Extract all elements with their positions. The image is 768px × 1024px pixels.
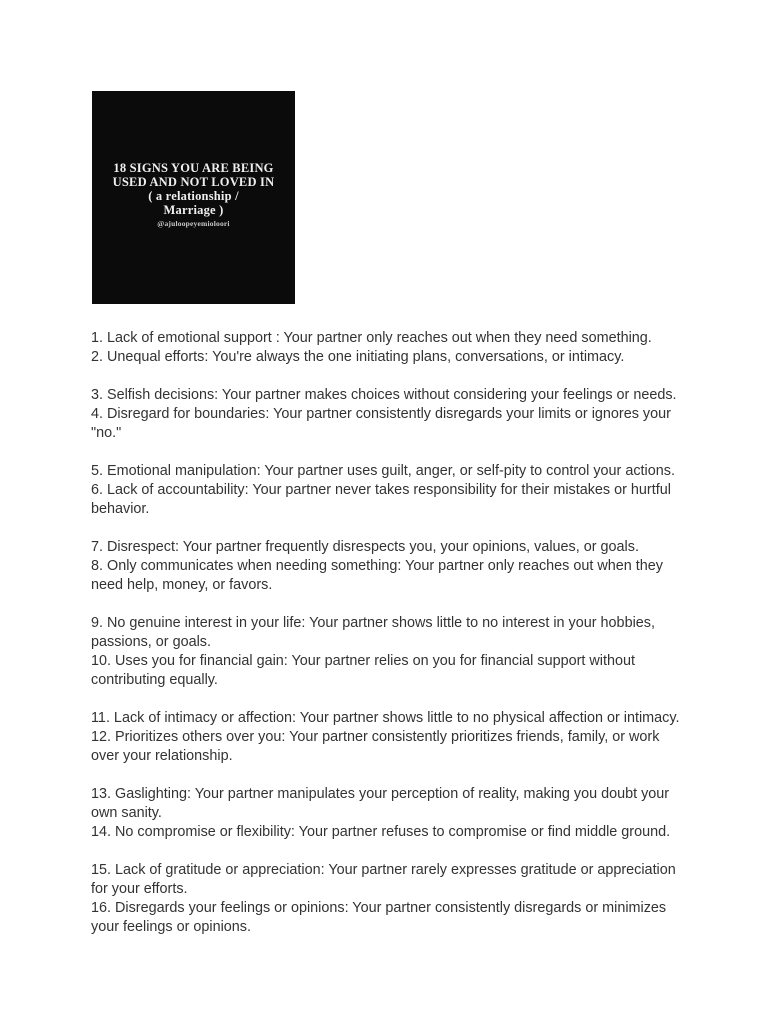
list-item-1: 1. Lack of emotional support : Your partner only reaches out when they need something.	[91, 330, 652, 346]
list-paragraph-8	[91, 861, 687, 937]
cover-image	[92, 91, 295, 304]
list-item-12: 12. Prioritizes others over you: Your partner consistently prioritizes friends, family, or work over your relationship.	[91, 729, 660, 764]
list-item-11: 11. Lack of intimacy or affection: Your partner shows little to no physical affection or intimacy.	[91, 710, 680, 726]
list-paragraph-1	[91, 329, 687, 367]
cover-title-line-2: USED AND NOT LOVED IN	[112, 175, 275, 189]
list-item-8: 8. Only communicates when needing something: Your partner only reaches out when they need help, money, or favors.	[91, 558, 663, 593]
list-item-14: 14. No compromise or flexibility: Your partner refuses to compromise or find middle ground.	[91, 824, 671, 840]
list-paragraph-2	[91, 386, 687, 443]
list-paragraph-5	[91, 614, 687, 690]
cover-title-block	[113, 161, 275, 228]
list-item-10: 10. Uses you for financial gain: Your partner relies on you for financial support without contributing equally.	[91, 653, 635, 688]
list-paragraph-6	[91, 709, 687, 766]
list-paragraph-3	[91, 462, 687, 519]
list-item-13: 13. Gaslighting: Your partner manipulates your perception of reality, making you doubt your own sanity.	[91, 786, 670, 821]
list-paragraph-4	[91, 538, 687, 595]
cover-title-line-1: 18 SIGNS YOU ARE BEING	[113, 161, 274, 175]
signs-list	[91, 329, 687, 956]
list-item-2: 2. Unequal efforts: You're always the one initiating plans, conversations, or intimacy.	[91, 349, 625, 365]
list-item-6: 6. Lack of accountability: Your partner never takes responsibility for their mistakes or hurtful behavior.	[91, 482, 671, 517]
cover-title-line-4: Marriage )	[163, 203, 224, 217]
list-item-4: 4. Disregard for boundaries: Your partner consistently disregards your limits or ignores your "no."	[91, 406, 671, 441]
cover-title-line-3: ( a relationship /	[148, 189, 239, 203]
list-item-16: 16. Disregards your feelings or opinions: Your partner consistently disregards or minimizes your feelings or opinions.	[91, 900, 667, 935]
list-paragraph-7	[91, 785, 687, 842]
list-item-7: 7. Disrespect: Your partner frequently disrespects you, your opinions, values, or goals.	[91, 539, 639, 555]
list-item-5: 5. Emotional manipulation: Your partner uses guilt, anger, or self-pity to control your actions.	[91, 463, 675, 479]
list-item-9: 9. No genuine interest in your life: Your partner shows little to no interest in your hobbies, passions, or goals.	[91, 615, 655, 650]
cover-author-handle: @ajuloopeyemioloori	[157, 219, 230, 228]
list-item-15: 15. Lack of gratitude or appreciation: Your partner rarely expresses gratitude or appreciation for your efforts.	[91, 862, 676, 897]
list-item-3: 3. Selfish decisions: Your partner makes choices without considering your feelings or needs.	[91, 387, 677, 403]
